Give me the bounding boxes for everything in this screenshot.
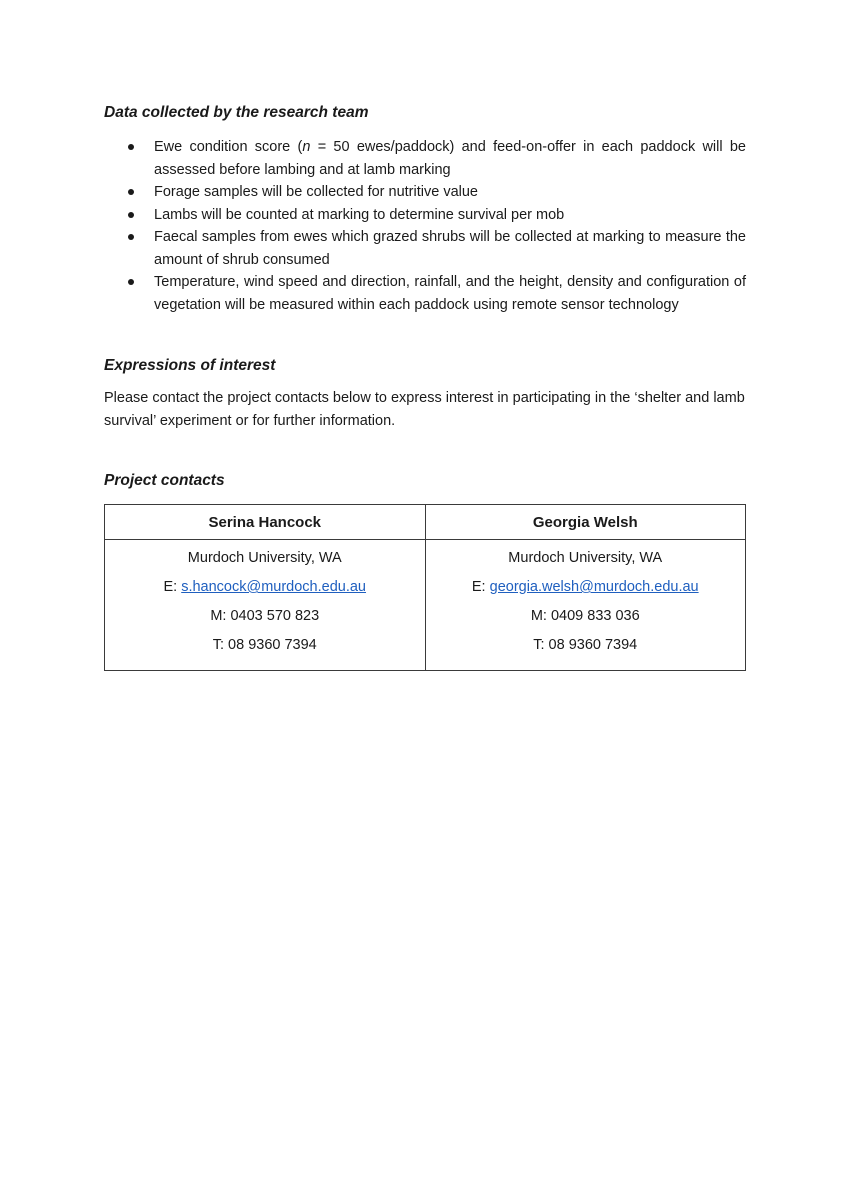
bullet-icon xyxy=(128,234,134,240)
list-item: Faecal samples from ewes which grazed shrubs will be collected at marking to measure the amount of shrub consumed xyxy=(104,226,746,271)
contact-phone: T: 08 9360 7394 xyxy=(212,637,317,653)
bullet-icon xyxy=(128,144,134,150)
contact-name-georgia: Georgia Welsh xyxy=(425,505,746,540)
bullet-icon xyxy=(128,189,134,195)
expressions-heading: Expressions of interest xyxy=(104,357,276,374)
data-collected-heading: Data collected by the research team xyxy=(104,104,369,121)
list-item: Forage samples will be collected for nutritive value xyxy=(104,181,746,204)
contact-phone: T: 08 9360 7394 xyxy=(533,637,638,653)
contact-mobile: M: 0409 833 036 xyxy=(530,608,640,624)
bullet-icon xyxy=(128,279,134,285)
email-link-serina[interactable]: s.hancock@murdoch.edu.au xyxy=(181,579,367,595)
contact-mobile: M: 0403 570 823 xyxy=(210,608,320,624)
bullet-icon xyxy=(128,212,134,218)
contact-name-serina: Serina Hancock xyxy=(105,505,426,540)
table-header-row xyxy=(105,505,746,540)
contacts-table xyxy=(104,504,746,671)
contact-card-serina xyxy=(105,540,426,671)
list-item: Temperature, wind speed and direction, rainfall, and the height, density and configuration of vegetation will be measured within each paddock using remote sensor technology xyxy=(104,271,746,316)
list-item: Lambs will be counted at marking to determine survival per mob xyxy=(104,204,746,227)
table-row xyxy=(105,540,746,671)
contact-email-line: E: georgia.welsh@murdoch.edu.au xyxy=(471,579,699,595)
contact-email-line: E: s.hancock@murdoch.edu.au xyxy=(163,579,367,595)
contact-org: Murdoch University, WA xyxy=(187,550,342,566)
expressions-paragraph: Please contact the project contacts below to express interest in participating in the ‘shelter and lamb survival’ experiment or for further information. xyxy=(104,390,745,429)
data-collected-list xyxy=(104,136,746,316)
list-item: Ewe condition score (n = 50 ewes/paddock) and feed-on-offer in each paddock will be assessed before lambing and at lamb marking xyxy=(104,136,746,181)
project-contacts-heading: Project contacts xyxy=(104,472,225,489)
email-link-georgia[interactable]: georgia.welsh@murdoch.edu.au xyxy=(489,579,699,595)
contact-org: Murdoch University, WA xyxy=(508,550,663,566)
contact-card-georgia xyxy=(425,540,746,671)
